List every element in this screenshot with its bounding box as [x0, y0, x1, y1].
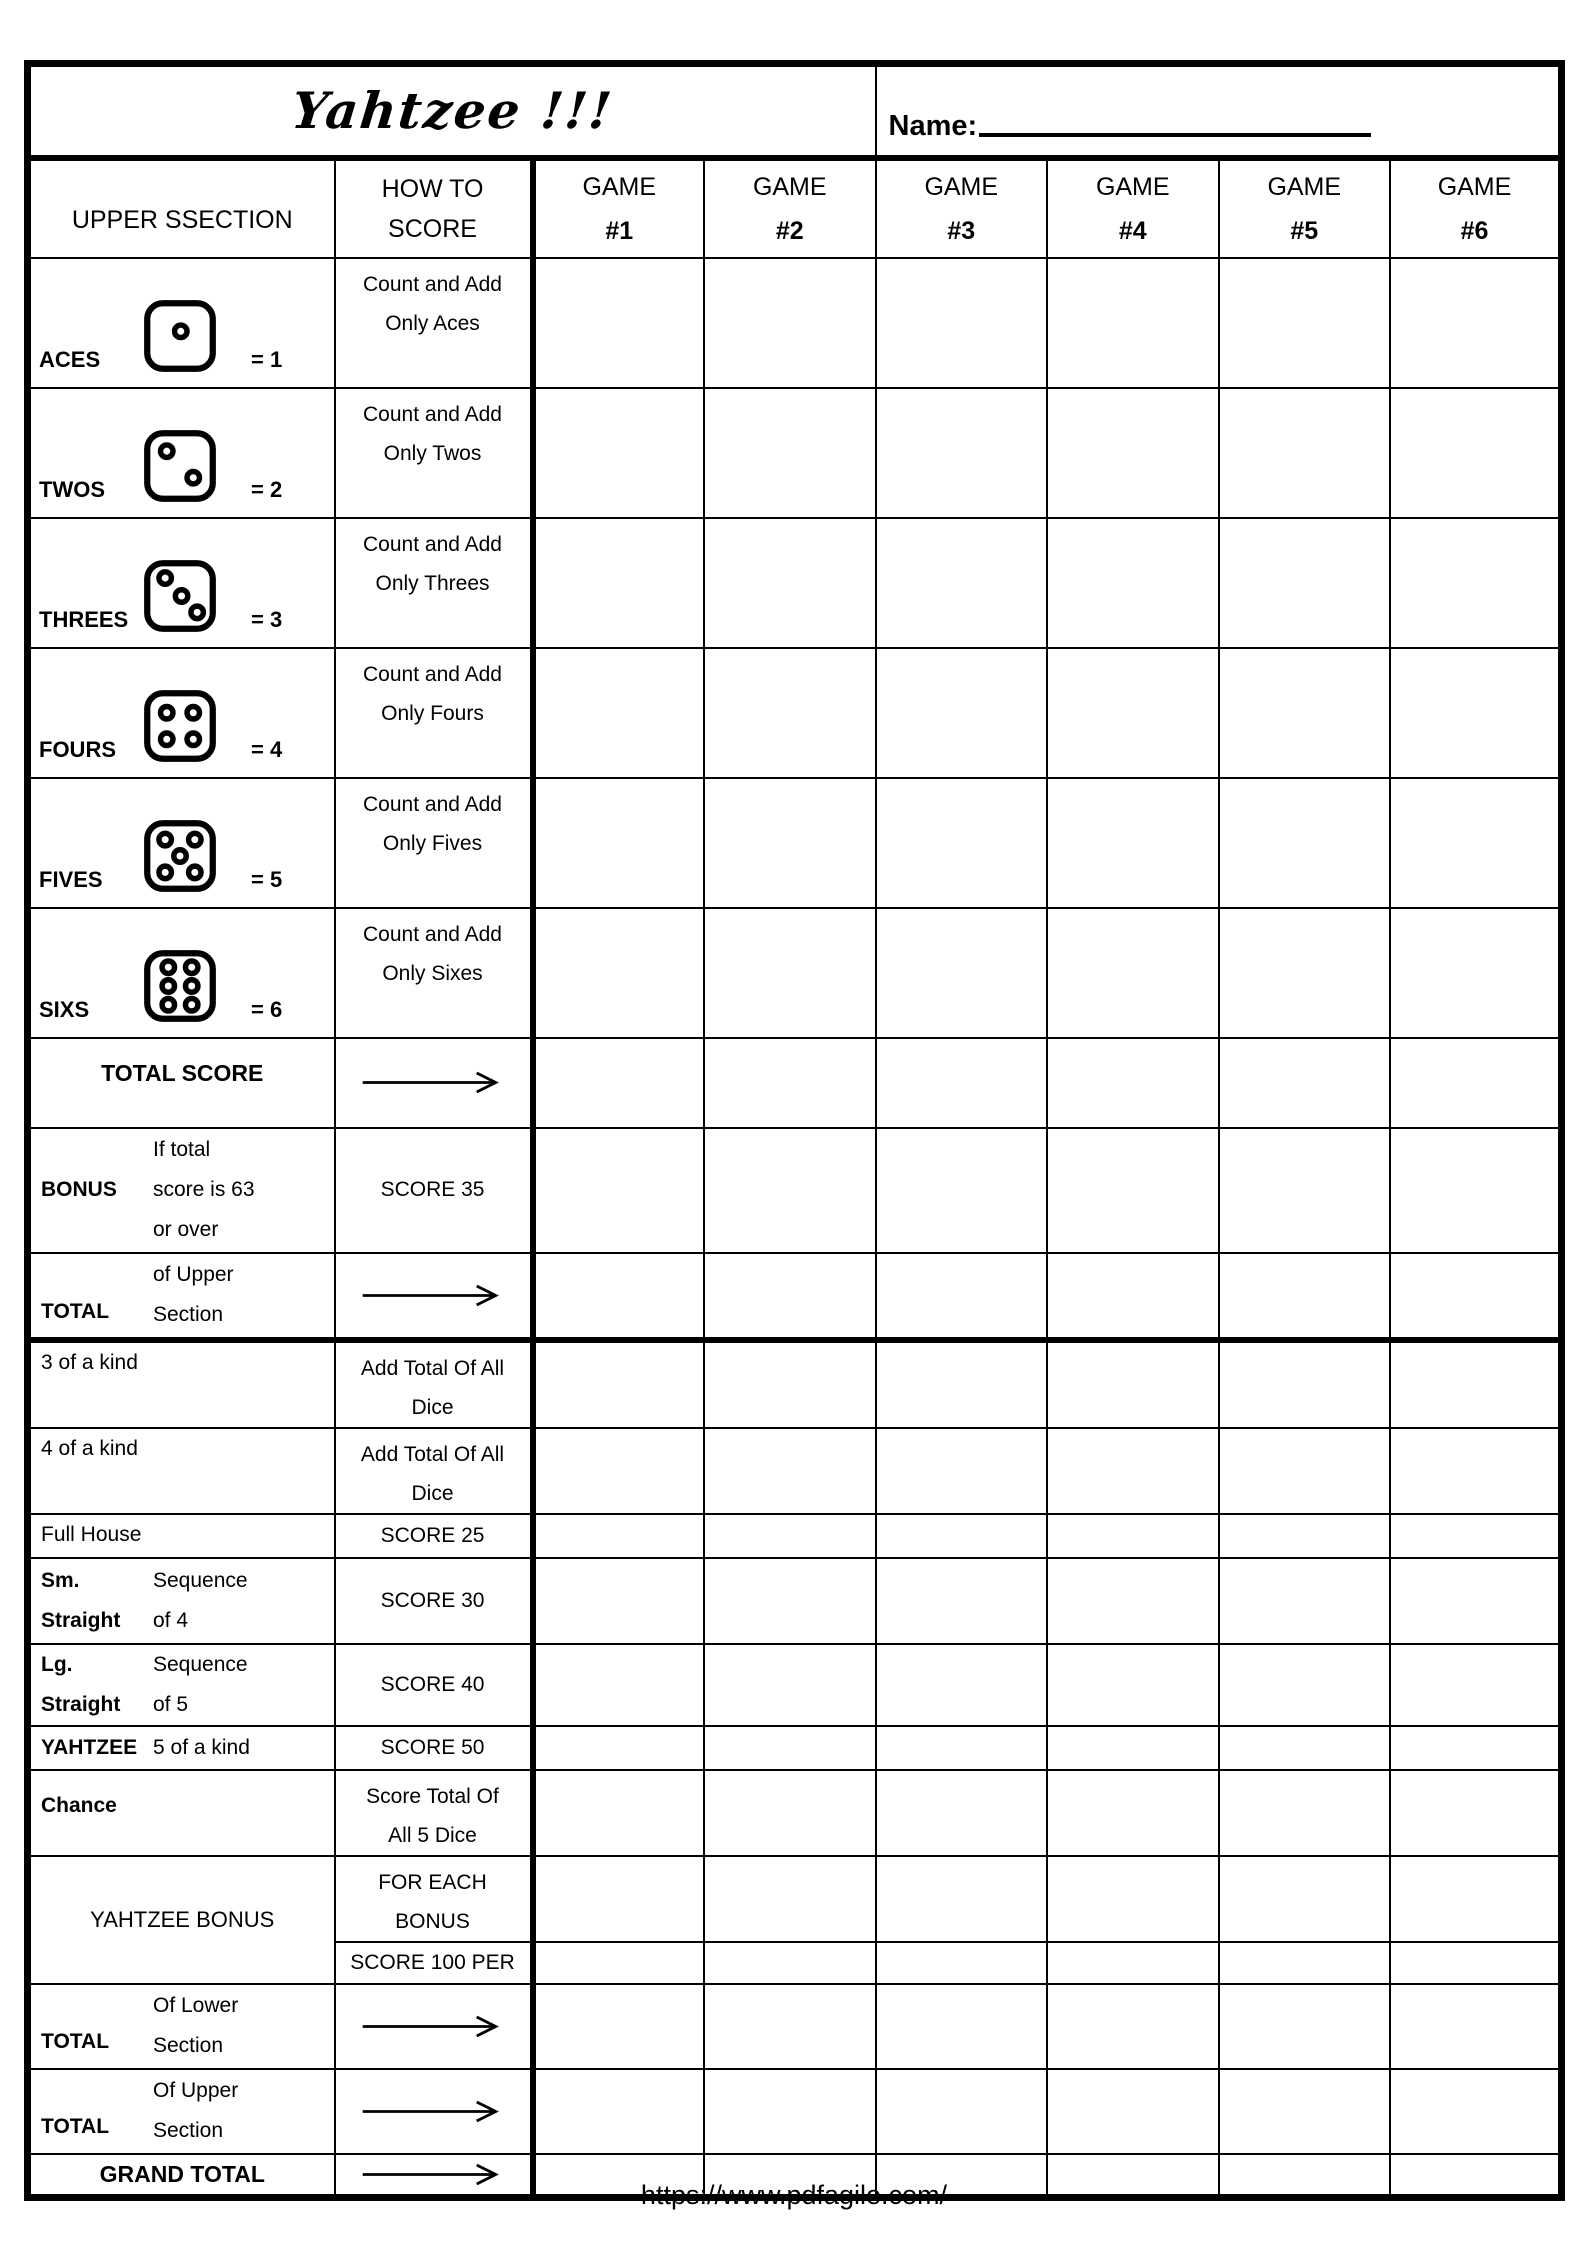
score-yahtzee-game-3[interactable] [876, 1726, 1048, 1770]
category-label: TOTAL [41, 2114, 110, 2138]
category-label: Chance [41, 1793, 117, 1817]
right-arrow-icon [357, 1070, 509, 1095]
name-cell [876, 64, 1562, 158]
header-upper-section: UPPER SSECTION [28, 158, 335, 258]
howto-yahtzee-bonus [335, 1856, 533, 1942]
score-fours-game-6[interactable] [1390, 648, 1562, 778]
label-group-total-upper-2 [31, 2072, 334, 2151]
category-label: Lg. Straight [41, 1652, 121, 1716]
row-aces [28, 258, 1562, 388]
dice-row-twos [31, 389, 334, 517]
howto-text-line: Count and Add [363, 272, 502, 296]
score-lg-straight-game-3[interactable] [876, 1644, 1048, 1726]
score-lg-straight-game-1[interactable] [533, 1644, 705, 1726]
score-three-of-a-kind-game-6[interactable] [1390, 1340, 1562, 1428]
dice-row-fours [31, 649, 334, 777]
category-description: Sequence of 5 [153, 1652, 248, 1716]
score-total-score-game-2[interactable] [704, 1038, 876, 1128]
score-aces-game-4[interactable] [1047, 258, 1219, 388]
score-yahtzee-bonus-per-game-1[interactable] [533, 1942, 705, 1984]
score-full-house-game-2[interactable] [704, 1514, 876, 1558]
footer-url[interactable]: https://www.pdfagile.com/ [640, 2180, 948, 2210]
row-label-total-upper-2 [28, 2069, 335, 2154]
row-label-grand-total: GRAND TOTAL [28, 2154, 335, 2198]
score-twos-game-1[interactable] [533, 388, 705, 518]
row-label-total-upper-1 [28, 1253, 335, 1340]
row-lg-straight [28, 1644, 1562, 1726]
howto-text-line: SCORE 25 [380, 1523, 485, 1547]
score-three-of-a-kind-game-3[interactable] [876, 1340, 1048, 1428]
howto-three-of-a-kind [335, 1340, 533, 1428]
howto-text-line: All 5 Dice [388, 1823, 477, 1847]
row-twos [28, 388, 1562, 518]
score-full-house-game-5[interactable] [1219, 1514, 1391, 1558]
row-total-lower [28, 1984, 1562, 2069]
howto-yahtzee [335, 1726, 533, 1770]
howto-text-line: Dice [411, 1481, 454, 1505]
score-sm-straight-game-4[interactable] [1047, 1558, 1219, 1644]
row-label-fours [28, 648, 335, 778]
score-four-of-a-kind-game-4[interactable] [1047, 1428, 1219, 1514]
howto-total-upper-2-arrow [335, 2069, 533, 2154]
howto-text-line: Only Fours [381, 701, 484, 725]
dice-row-aces [31, 259, 334, 387]
score-yahtzee-bonus-game-4[interactable] [1047, 1856, 1219, 1942]
row-label-fives [28, 778, 335, 908]
score-three-of-a-kind-game-2[interactable] [704, 1340, 876, 1428]
score-fives-game-5[interactable] [1219, 778, 1391, 908]
score-twos-game-5[interactable] [1219, 388, 1391, 518]
score-aces-game-5[interactable] [1219, 258, 1391, 388]
row-label-lg-straight [28, 1644, 335, 1726]
game-number: #2 [775, 216, 804, 245]
howto-text-line: SCORE 50 [380, 1735, 485, 1759]
category-label: TOTAL [41, 1299, 110, 1323]
header-game-1 [533, 158, 705, 258]
header-how-to-score-line: SCORE [388, 214, 477, 243]
score-sm-straight-game-6[interactable] [1390, 1558, 1562, 1644]
howto-total-lower-arrow [335, 1984, 533, 2069]
score-threes-game-2[interactable] [704, 518, 876, 648]
category-label: YAHTZEE [41, 1735, 138, 1759]
howto-text-line: Count and Add [363, 662, 502, 686]
howto-text-line: Count and Add [363, 922, 502, 946]
score-sixs-game-6[interactable] [1390, 908, 1562, 1038]
category-description: 5 of a kind [153, 1735, 250, 1759]
howto-text-line: Only Fives [382, 831, 483, 855]
score-total-score-game-4[interactable] [1047, 1038, 1219, 1128]
howto-text-line: SCORE 30 [380, 1588, 485, 1612]
howto-text-line: Count and Add [363, 532, 502, 556]
category-label: THREES [39, 606, 129, 632]
die-value-label: = 1 [251, 346, 283, 372]
score-total-upper-2-game-4[interactable] [1047, 2069, 1219, 2154]
score-yahtzee-game-4[interactable] [1047, 1726, 1219, 1770]
score-fives-game-1[interactable] [533, 778, 705, 908]
label-group-total-upper-1 [31, 1255, 334, 1336]
score-chance-game-5[interactable] [1219, 1770, 1391, 1856]
sheet-title: Yahtzee !!! [289, 81, 617, 141]
row-label-chance [28, 1770, 335, 1856]
game-label: GAME [924, 172, 999, 201]
score-chance-game-3[interactable] [876, 1770, 1048, 1856]
row-total-upper-1 [28, 1253, 1562, 1340]
row-label-full-house: Full House [28, 1514, 335, 1558]
row-label-three-of-a-kind: 3 of a kind [28, 1340, 335, 1428]
score-total-upper-1-game-4[interactable] [1047, 1253, 1219, 1340]
score-total-lower-game-6[interactable] [1390, 1984, 1562, 2069]
score-fives-game-6[interactable] [1390, 778, 1562, 908]
header-game-2 [704, 158, 876, 258]
label-group-lg-straight [31, 1647, 334, 1723]
score-full-house-game-6[interactable] [1390, 1514, 1562, 1558]
score-sixs-game-4[interactable] [1047, 908, 1219, 1038]
howto-text-line: Add Total Of All [360, 1442, 505, 1466]
score-bonus-game-6[interactable] [1390, 1128, 1562, 1253]
row-label-four-of-a-kind: 4 of a kind [28, 1428, 335, 1514]
die-value-label: = 4 [251, 736, 283, 762]
score-aces-game-3[interactable] [876, 258, 1048, 388]
header-game-4 [1047, 158, 1219, 258]
score-yahtzee-bonus-game-1[interactable] [533, 1856, 705, 1942]
howto-text-line: Only Sixes [382, 961, 483, 985]
game-number: #1 [605, 216, 634, 245]
category-label: Sm. Straight [41, 1568, 121, 1632]
score-threes-game-4[interactable] [1047, 518, 1219, 648]
die-1-icon [141, 297, 219, 375]
row-fours [28, 648, 1562, 778]
score-total-score-game-6[interactable] [1390, 1038, 1562, 1128]
die-value-label: = 5 [251, 866, 283, 892]
dice-row-threes [31, 519, 334, 647]
score-sheet-table [24, 60, 1565, 2201]
row-four-of-a-kind [28, 1428, 1562, 1514]
category-description: If total score is 63 or over [153, 1138, 255, 1241]
category-label: TOTAL [41, 2029, 110, 2053]
score-three-of-a-kind-game-5[interactable] [1219, 1340, 1391, 1428]
score-fives-game-2[interactable] [704, 778, 876, 908]
die-value-label: = 2 [251, 476, 283, 502]
row-chance [28, 1770, 1562, 1856]
howto-text-line: SCORE 35 [380, 1178, 485, 1201]
header-game-3 [876, 158, 1048, 258]
score-aces-game-2[interactable] [704, 258, 876, 388]
score-chance-game-2[interactable] [704, 1770, 876, 1856]
score-chance-game-6[interactable] [1390, 1770, 1562, 1856]
howto-text-line: SCORE 40 [380, 1672, 485, 1696]
score-chance-game-1[interactable] [533, 1770, 705, 1856]
score-fours-game-4[interactable] [1047, 648, 1219, 778]
row-label-total-score: TOTAL SCORE [28, 1038, 335, 1128]
howto-text-line: FOR EACH [378, 1870, 487, 1894]
category-description: Of Lower Section [153, 1994, 239, 2057]
score-bonus-game-1[interactable] [533, 1128, 705, 1253]
howto-text-line: Count and Add [363, 402, 502, 426]
score-bonus-game-3[interactable] [876, 1128, 1048, 1253]
howto-aces [335, 258, 533, 388]
header-row [28, 158, 1562, 258]
name-fill-line[interactable] [979, 127, 1371, 137]
score-sixs-game-1[interactable] [533, 908, 705, 1038]
label-group-yahtzee [31, 1729, 334, 1767]
category-label: FIVES [39, 866, 103, 892]
score-total-upper-2-game-6[interactable] [1390, 2069, 1562, 2154]
howto-lg-straight [335, 1644, 533, 1726]
row-fives [28, 778, 1562, 908]
score-sm-straight-game-2[interactable] [704, 1558, 876, 1644]
score-sixs-game-3[interactable] [876, 908, 1048, 1038]
category-description: of Upper Section [153, 1263, 234, 1326]
row-yahtzee [28, 1726, 1562, 1770]
score-bonus-game-5[interactable] [1219, 1128, 1391, 1253]
row-label-sm-straight [28, 1558, 335, 1644]
score-aces-game-6[interactable] [1390, 258, 1562, 388]
howto-text-line: Only Twos [383, 441, 482, 465]
score-yahtzee-bonus-per-game-4[interactable] [1047, 1942, 1219, 1984]
howto-threes [335, 518, 533, 648]
score-yahtzee-bonus-game-3[interactable] [876, 1856, 1048, 1942]
score-yahtzee-bonus-game-2[interactable] [704, 1856, 876, 1942]
row-total-upper-2 [28, 2069, 1562, 2154]
score-sixs-game-2[interactable] [704, 908, 876, 1038]
score-total-upper-1-game-1[interactable] [533, 1253, 705, 1340]
howto-text-line: Add Total Of All [360, 1356, 505, 1380]
row-label-sixs [28, 908, 335, 1038]
howto-twos [335, 388, 533, 518]
howto-text-line: Count and Add [363, 792, 502, 816]
score-bonus-game-2[interactable] [704, 1128, 876, 1253]
dice-row-fives [31, 779, 334, 907]
die-6-icon [141, 947, 219, 1025]
score-total-upper-2-game-1[interactable] [533, 2069, 705, 2154]
game-number: #4 [1118, 216, 1147, 245]
row-label-total-lower [28, 1984, 335, 2069]
score-threes-game-1[interactable] [533, 518, 705, 648]
dice-row-sixs [31, 909, 334, 1037]
score-total-score-game-5[interactable] [1219, 1038, 1391, 1128]
header-how-to-score [335, 158, 533, 258]
howto-text-line: Only Threes [375, 571, 490, 595]
label-group-bonus [31, 1131, 334, 1250]
score-twos-game-2[interactable] [704, 388, 876, 518]
score-four-of-a-kind-game-5[interactable] [1219, 1428, 1391, 1514]
score-fives-game-3[interactable] [876, 778, 1048, 908]
die-4-icon [141, 687, 219, 765]
label-group-sm-straight [31, 1561, 334, 1641]
score-total-upper-1-game-6[interactable] [1390, 1253, 1562, 1340]
howto-yahtzee-bonus-per [335, 1942, 533, 1984]
row-sixs [28, 908, 1562, 1038]
score-yahtzee-game-6[interactable] [1390, 1726, 1562, 1770]
howto-full-house [335, 1514, 533, 1558]
score-fives-game-4[interactable] [1047, 778, 1219, 908]
score-three-of-a-kind-game-1[interactable] [533, 1340, 705, 1428]
score-yahtzee-game-5[interactable] [1219, 1726, 1391, 1770]
score-total-lower-game-5[interactable] [1219, 1984, 1391, 2069]
row-label-twos [28, 388, 335, 518]
game-number: #5 [1290, 216, 1319, 245]
score-fours-game-1[interactable] [533, 648, 705, 778]
score-fours-game-5[interactable] [1219, 648, 1391, 778]
howto-fours [335, 648, 533, 778]
category-label: ACES [39, 346, 101, 372]
header-game-6 [1390, 158, 1562, 258]
score-yahtzee-bonus-per-game-3[interactable] [876, 1942, 1048, 1984]
game-label: GAME [1267, 172, 1342, 201]
row-label-yahtzee-bonus: YAHTZEE BONUS [28, 1856, 335, 1984]
category-label: BONUS [41, 1178, 117, 1201]
score-sm-straight-game-3[interactable] [876, 1558, 1048, 1644]
right-arrow-icon [357, 1283, 509, 1308]
row-three-of-a-kind [28, 1340, 1562, 1428]
row-bonus [28, 1128, 1562, 1253]
die-value-label: = 3 [251, 606, 283, 632]
score-yahtzee-game-2[interactable] [704, 1726, 876, 1770]
title-row [28, 64, 1562, 158]
score-fours-game-2[interactable] [704, 648, 876, 778]
howto-fives [335, 778, 533, 908]
score-threes-game-3[interactable] [876, 518, 1048, 648]
score-chance-game-4[interactable] [1047, 1770, 1219, 1856]
score-total-upper-1-game-2[interactable] [704, 1253, 876, 1340]
score-yahtzee-bonus-game-6[interactable] [1390, 1856, 1562, 1942]
row-label-yahtzee [28, 1726, 335, 1770]
score-lg-straight-game-4[interactable] [1047, 1644, 1219, 1726]
score-fours-game-3[interactable] [876, 648, 1048, 778]
game-label: GAME [1095, 172, 1170, 201]
row-sm-straight [28, 1558, 1562, 1644]
category-description: Sequence of 4 [153, 1568, 248, 1632]
score-three-of-a-kind-game-4[interactable] [1047, 1340, 1219, 1428]
score-total-score-game-1[interactable] [533, 1038, 705, 1128]
score-total-lower-game-3[interactable] [876, 1984, 1048, 2069]
score-yahtzee-bonus-per-game-6[interactable] [1390, 1942, 1562, 1984]
game-label: GAME [582, 172, 657, 201]
score-full-house-game-3[interactable] [876, 1514, 1048, 1558]
category-label: TWOS [39, 476, 105, 502]
row-full-house [28, 1514, 1562, 1558]
game-label: GAME [1437, 172, 1512, 201]
score-total-upper-1-game-3[interactable] [876, 1253, 1048, 1340]
score-four-of-a-kind-game-3[interactable] [876, 1428, 1048, 1514]
category-description: Of Upper Section [153, 2079, 239, 2142]
score-four-of-a-kind-game-2[interactable] [704, 1428, 876, 1514]
category-label: SIXS [39, 996, 90, 1022]
howto-text-line: Dice [411, 1395, 454, 1419]
score-total-upper-2-game-2[interactable] [704, 2069, 876, 2154]
right-arrow-icon [357, 2099, 509, 2124]
row-label-bonus [28, 1128, 335, 1253]
score-yahtzee-bonus-game-5[interactable] [1219, 1856, 1391, 1942]
category-label: FOURS [39, 736, 116, 762]
score-total-lower-game-4[interactable] [1047, 1984, 1219, 2069]
score-total-score-game-3[interactable] [876, 1038, 1048, 1128]
howto-bonus [335, 1128, 533, 1253]
score-aces-game-1[interactable] [533, 258, 705, 388]
label-group-total-lower [31, 1987, 334, 2066]
score-total-upper-1-game-5[interactable] [1219, 1253, 1391, 1340]
game-number: #3 [947, 216, 976, 245]
score-yahtzee-game-1[interactable] [533, 1726, 705, 1770]
header-how-to-score-line: HOW TO [381, 174, 484, 203]
score-twos-game-6[interactable] [1390, 388, 1562, 518]
howto-total-score-arrow [335, 1038, 533, 1128]
score-yahtzee-bonus-per-game-5[interactable] [1219, 1942, 1391, 1984]
score-twos-game-3[interactable] [876, 388, 1048, 518]
howto-chance [335, 1770, 533, 1856]
howto-total-upper-1-arrow [335, 1253, 533, 1340]
howto-sixs [335, 908, 533, 1038]
howto-text-line: Only Aces [385, 311, 480, 335]
score-threes-game-6[interactable] [1390, 518, 1562, 648]
score-total-lower-game-2[interactable] [704, 1984, 876, 2069]
die-3-icon [141, 557, 219, 635]
score-sm-straight-game-1[interactable] [533, 1558, 705, 1644]
header-game-5 [1219, 158, 1391, 258]
row-label-threes [28, 518, 335, 648]
title-cell [28, 64, 876, 158]
right-arrow-icon [357, 2014, 509, 2039]
die-2-icon [141, 427, 219, 505]
score-lg-straight-game-2[interactable] [704, 1644, 876, 1726]
howto-four-of-a-kind [335, 1428, 533, 1514]
howto-text-line: Score Total Of [366, 1784, 499, 1808]
howto-text-line: BONUS [395, 1909, 470, 1933]
score-lg-straight-game-6[interactable] [1390, 1644, 1562, 1726]
row-label-aces [28, 258, 335, 388]
score-total-upper-2-game-3[interactable] [876, 2069, 1048, 2154]
score-twos-game-4[interactable] [1047, 388, 1219, 518]
score-four-of-a-kind-game-6[interactable] [1390, 1428, 1562, 1514]
howto-text-line: SCORE 100 PER [350, 1950, 515, 1974]
row-total-score [28, 1038, 1562, 1128]
row-yahtzee-bonus [28, 1856, 1562, 1942]
score-full-house-game-1[interactable] [533, 1514, 705, 1558]
howto-sm-straight [335, 1558, 533, 1644]
score-full-house-game-4[interactable] [1047, 1514, 1219, 1558]
die-value-label: = 6 [251, 996, 283, 1022]
score-sixs-game-5[interactable] [1219, 908, 1391, 1038]
die-5-icon [141, 817, 219, 895]
game-number: #6 [1460, 216, 1489, 245]
score-yahtzee-bonus-per-game-2[interactable] [704, 1942, 876, 1984]
score-sm-straight-game-5[interactable] [1219, 1558, 1391, 1644]
score-threes-game-5[interactable] [1219, 518, 1391, 648]
score-total-upper-2-game-5[interactable] [1219, 2069, 1391, 2154]
label-group-chance [31, 1774, 334, 1852]
score-lg-straight-game-5[interactable] [1219, 1644, 1391, 1726]
game-label: GAME [752, 172, 827, 201]
score-total-lower-game-1[interactable] [533, 1984, 705, 2069]
row-threes [28, 518, 1562, 648]
score-four-of-a-kind-game-1[interactable] [533, 1428, 705, 1514]
name-label: Name: [888, 109, 978, 142]
score-bonus-game-4[interactable] [1047, 1128, 1219, 1253]
